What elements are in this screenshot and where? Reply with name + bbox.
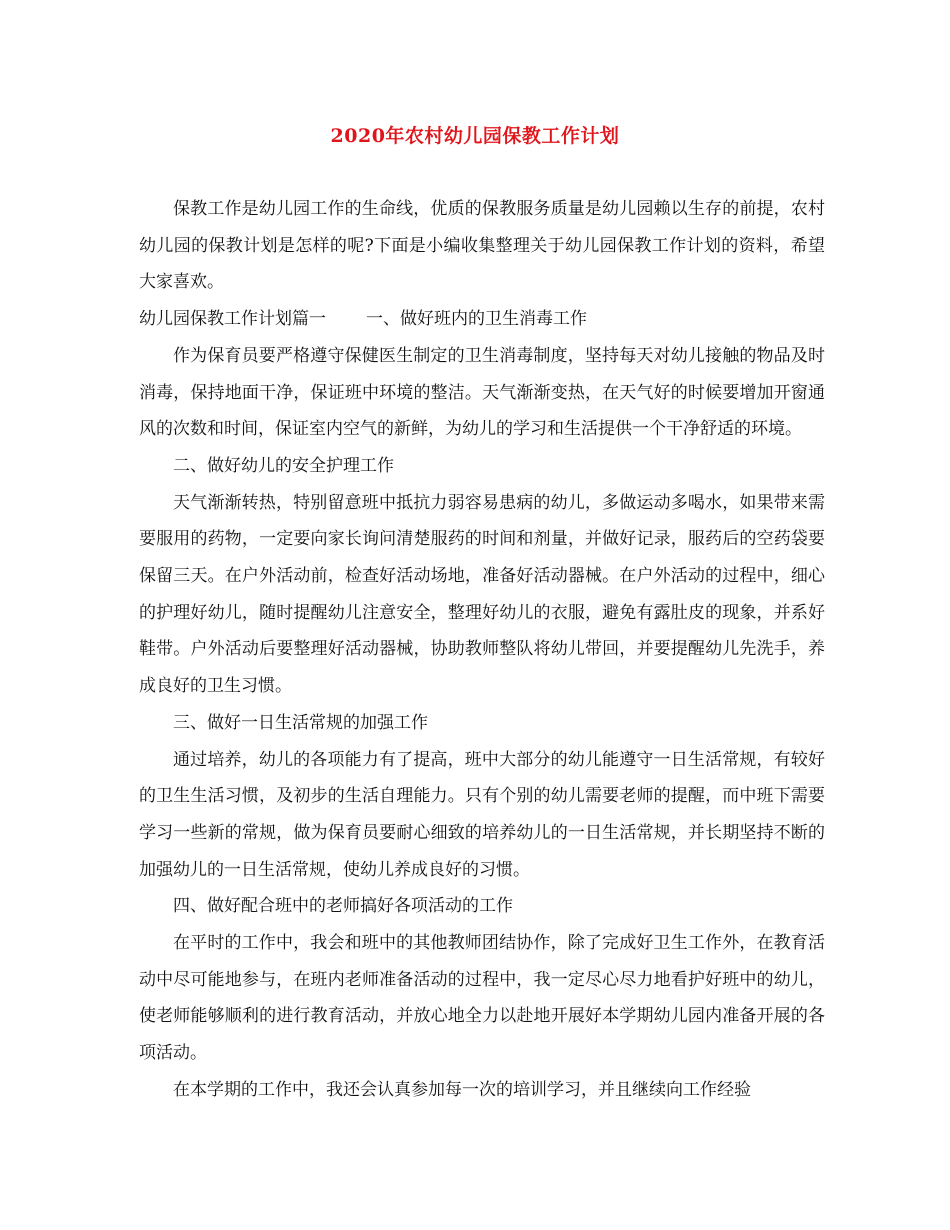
section4-paragraph: 在平时的工作中，我会和班中的其他教师团结协作，除了完成好卫生工作外，在教育活动中尽可能地参与，在班内老师准备活动的过程中，我一定尽心尽力地看护好班中的幼儿，使老师能够顺利的进行教育活动，并放心地全力以赴地开展好本学期幼儿园内准备开展的各项活动。 — [139, 933, 825, 1064]
closing-paragraph: 在本学期的工作中，我还会认真参加每一次的培训学习，并且继续向工作经验 — [173, 1079, 751, 1100]
part-label: 幼儿园保教工作计划篇一 — [139, 309, 326, 330]
section3-heading: 三、做好一日生活常规的加强工作 — [173, 712, 428, 733]
document-body — [139, 191, 825, 1109]
section1-heading: 一、做好班内的卫生消毒工作 — [366, 309, 587, 330]
part-heading-line — [139, 301, 825, 338]
section2-paragraph: 天气渐渐转热，特别留意班中抵抗力弱容易患病的幼儿，多做运动多喝水，如果带来需要服用的药物，一定要向家长询问清楚服药的时间和剂量，并做好记录，服药后的空药袋要保留三天。在户外活动前，检查好活动场地，准备好活动器械。在户外活动的过程中，细心的护理好幼儿，随时提醒幼儿注意安全，整理好幼儿的衣服，避免有露肚皮的现象，并系好鞋带。户外活动后要整理好活动器械，协助教师整队将幼儿带回，并要提醒幼儿先洗手，养成良好的卫生习惯。 — [139, 492, 825, 697]
document-title: 2020年农村幼儿园保教工作计划 — [330, 125, 620, 147]
section2-heading: 二、做好幼儿的安全护理工作 — [173, 455, 394, 476]
intro-paragraph: 保教工作是幼儿园工作的生命线，优质的保教服务质量是幼儿园赖以生存的前提，农村幼儿园的保教计划是怎样的呢?下面是小编收集整理关于幼儿园保教工作计划的资料，希望大家喜欢。 — [139, 199, 825, 293]
section3-paragraph: 通过培养，幼儿的各项能力有了提高，班中大部分的幼儿能遵守一日生活常规，有较好的卫生生活习惯，及初步的生活自理能力。只有个别的幼儿需要老师的提醒，而中班下需要学习一些新的常规，做为保育员要耐心细致的培养幼儿的一日生活常规，并长期坚持不断的加强幼儿的一日生活常规，使幼儿养成良好的习惯。 — [139, 749, 825, 880]
section4-heading: 四、做好配合班中的老师搞好各项活动的工作 — [173, 896, 513, 917]
section1-paragraph: 作为保育员要严格遵守保健医生制定的卫生消毒制度，坚持每天对幼儿接触的物品及时消毒，保持地面干净，保证班中环境的整洁。天气渐渐变热，在天气好的时候要增加开窗通风的次数和时间，保证室内空气的新鲜，为幼儿的学习和生活提供一个干净舒适的环境。 — [139, 345, 825, 440]
